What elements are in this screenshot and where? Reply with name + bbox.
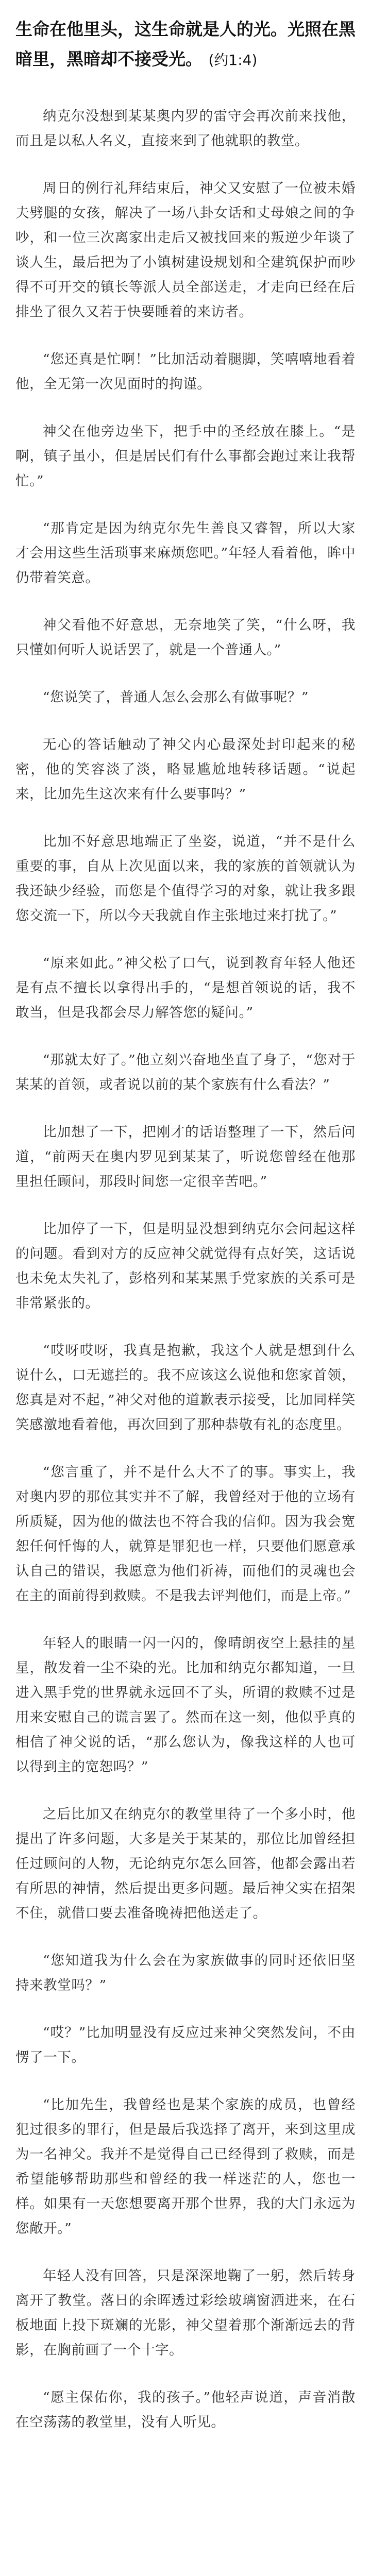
story-paragraph: 纳克尔没想到某某奥内罗的雷守会再次前来找他，而且是以私人名义，直接来到了他就职的教堂。: [15, 108, 356, 149]
bible-reference: (约1:4): [208, 52, 258, 69]
story-paragraph: “哎？”比加明显没有反应过来神父突然发问，不由愣了一下。: [15, 2025, 356, 2065]
story-paragraph: “那就太好了。”他立刻兴奋地坐直了身子，“您对于某某的首领，或者说以前的某个家族有什么看法？”: [15, 1052, 356, 1093]
story-paragraph: 周日的例行礼拜结束后，神父又安慰了一位被未婚夫劈腿的女孩，解决了一场八卦女话和丈母娘之间的争吵，和一位三次离家出走后又被找回来的叛逆少年谈了谈人生，最后把为了小镇树建设规划和全建筑保护而吵得不可开交的镇长等派人员全部送走，才走向已经在后排坐了很久又若于快要睡着的来访者。: [15, 180, 356, 320]
story-paragraph: 比加停了一下，但是明显没想到纳克尔会问起这样的问题。看到对方的反应神父就觉得有点好笑，这话说也未免太失礼了，彭格列和某某黑手党家族的关系可是非常紧张的。: [15, 1221, 356, 1311]
story-paragraph: “那肯定是因为纳克尔先生善良又睿智，所以大家才会用这些生活琐事来麻烦您吧。”年轻人看着他，眸中仍带着笑意。: [15, 520, 356, 586]
story-paragraph: 年轻人的眼睛一闪一闪的，像晴朗夜空上悬挂的星星，散发着一尘不染的光。比加和纳克尔都知道，一旦进入黑手党的世界就永远回不了头，所谓的救赎不过是用来安慰自己的谎言罢了。然而在这一刻，他似乎真的相信了神父说的话，“那么您认为，像我这样的人也可以得到主的宽恕吗？”: [15, 1635, 356, 1775]
story-paragraph: “您说笑了，普通人怎么会那么有做事呢？”: [43, 689, 309, 705]
story-paragraph: “您还真是忙啊！”比加活动着腿脚，笑嘻嘻地看着他，全无第一次见面时的拘谨。: [15, 351, 356, 392]
story-paragraph: “愿主保佑你，我的孩子。”他轻声说道，声音消散在空荡荡的教堂里，没有人听见。: [15, 2389, 356, 2430]
story-paragraph: 无心的答话触动了神父内心最深处封印起来的秘密，他的笑容淡了淡，略显尴尬地转移话题。“说起来，比加先生这次来有什么要事吗？”: [15, 737, 356, 802]
bible-quote-header: [15, 14, 356, 75]
story-paragraph: “哎呀哎呀，我真是抱歉，我这个人就是想到什么说什么，口无遮拦的。我不应该这么说他和您家首领，您真是对不起，”神父对他的道歉表示接受，比加同样笑笑感激地看着他，再次回到了那种恭敬有礼的态度里。: [15, 1343, 356, 1433]
story-paragraph: 神父看他不好意思，无奈地笑了笑，“什么呀，我只懂如何听人说话罢了，就是一个普通人。”: [15, 617, 356, 658]
story-paragraph: 神父在他旁边坐下，把手中的圣经放在膝上。“是啊，镇子虽小，但是居民们有什么事都会跑过来让我帮忙。”: [15, 423, 356, 489]
story-paragraph: 比加想了一下，把刚才的话语整理了一下，然后问道，“前两天在奥内罗见到某某了，听说您曾经在他那里担任顾问，那段时间您一定很辛苦吧。”: [15, 1124, 356, 1190]
story-paragraph: 年轻人没有回答，只是深深地鞠了一躬，然后转身离开了教堂。落日的余晖透过彩绘玻璃窗洒进来，在石板地面上投下斑斓的光影，神父望着那个渐渐远去的背影，在胸前画了一个十字。: [15, 2268, 356, 2358]
story-paragraph: “比加先生，我曾经也是某个家族的成员，也曾经犯过很多的罪行，但是最后我选择了离开，来到这里成为一名神父。我并不是觉得自己已经得到了救赎，而是希望能够帮助那些和曾经的我一样迷茫的人，您也一样。如果有一天您想要离开那个世界，我的大门永远为您敞开。”: [15, 2097, 356, 2236]
bible-quote: 生命在他里头，这生命就是人的光。光照在黑暗里，黑暗却不接受光。: [15, 19, 356, 69]
story-paragraph: 比加不好意思地端正了坐姿，说道，“并不是什么重要的事，自从上次见面以来，我的家族的首领就认为我还缺少经验，而您是个值得学习的对象，就让我多跟您交流一下，所以今天我就自作主张地过来打扰了。”: [15, 834, 356, 924]
story-paragraph: “您知道我为什么会在为家族做事的同时还依旧坚持来教堂吗？”: [15, 1953, 356, 1993]
story-paragraph: 之后比加又在纳克尔的教堂里待了一个多小时，他提出了许多问题，大多是关于某某的，那位比加曾经担任过顾问的人物，无论纳克尔怎么回答，他都会露出若有所思的神情，然后提出更多问题。最后神父实在招架不住，就借口要去准备晚祷把他送走了。: [15, 1806, 356, 1921]
story-body: [15, 104, 356, 2435]
story-paragraph: “原来如此。”神父松了口气，说到教育年轻人他还是有点不擅长以拿得出手的，“是想首领说的话，我不敢当，但是我都会尽力解答您的疑问。”: [15, 955, 356, 1021]
story-paragraph: “您言重了，并不是什么大不了的事。事实上，我对奥内罗的那位其实并不了解，我曾经对于他的立场有所质疑，因为他的做法也不符合我的信仰。因为我会宽恕任何忏悔的人，就算是罪犯也一样，只要他们愿意承认自己的错误，我愿意为他们祈祷，而他们的灵魂也会在主的面前得到救赎。不是我去评判他们，而是上帝。”: [15, 1464, 356, 1604]
